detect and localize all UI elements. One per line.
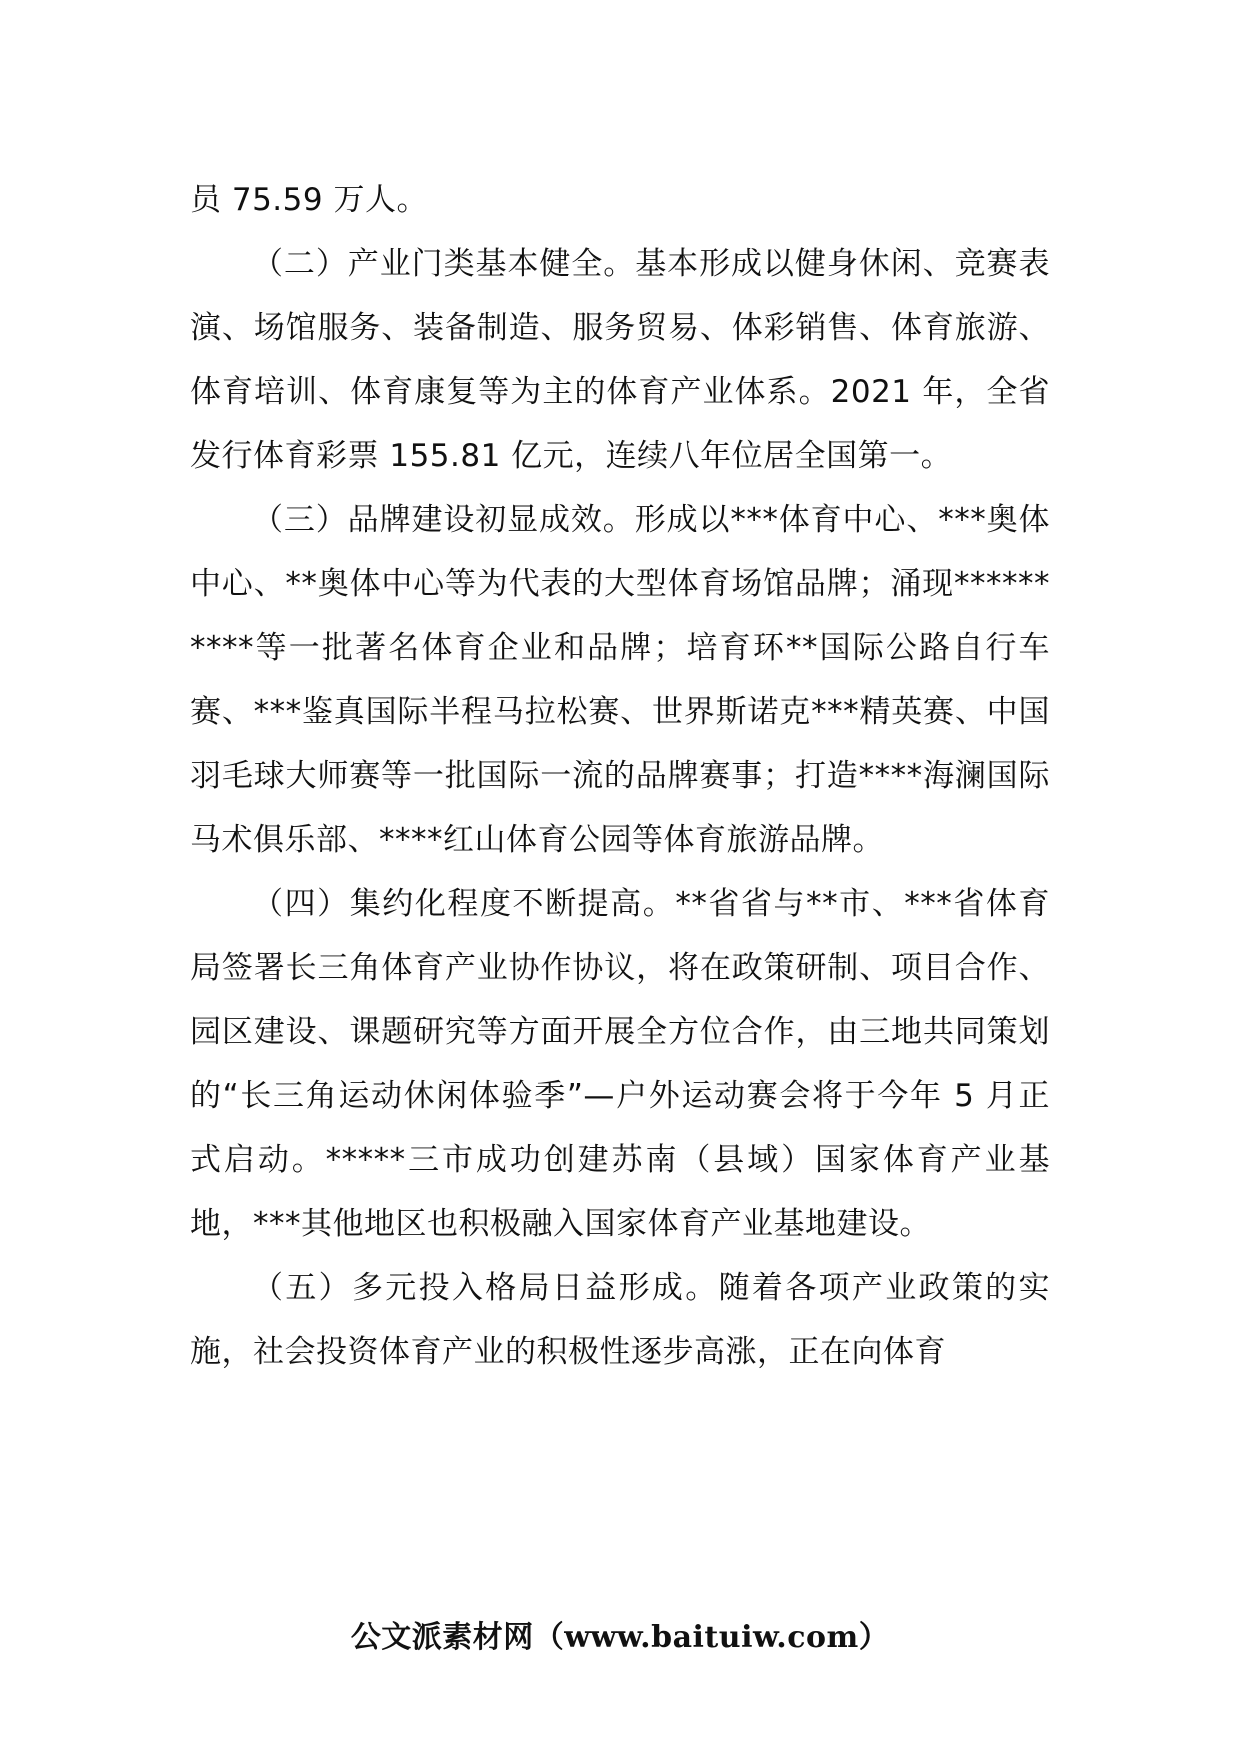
paragraph-continuation: 员 75.59 万人。 xyxy=(190,182,428,218)
paragraph-industry-categories: （二）产业门类基本健全。基本形成以健身休闲、竞赛表演、场馆服务、装备制造、服务贸易、体彩销售、体育旅游、体育培训、体育康复等为主的体育产业体系。2021 年，全省发行体育彩票 155.81 亿元，连续八年位居全国第一。 xyxy=(190,246,1050,474)
document-body xyxy=(190,168,1050,1384)
paragraph-brand-building: （三）品牌建设初显成效。形成以***体育中心、***奥体中心、**奥体中心等为代表的大型体育场馆品牌；涌现**********等一批著名体育企业和品牌；培育环**国际公路自行车赛、***鉴真国际半程马拉松赛、世界斯诺克***精英赛、中国羽毛球大师赛等一批国际一流的品牌赛事；打造****海澜国际马术俱乐部、****红山体育公园等体育旅游品牌。 xyxy=(190,502,1050,858)
paragraph-intensification: （四）集约化程度不断提高。**省省与**市、***省体育局签署长三角体育产业协作协议，将在政策研制、项目合作、园区建设、课题研究等方面开展全方位合作，由三地共同策划的“长三角运动休闲体验季”—户外运动赛会将于今年 5 月正式启动。*****三市成功创建苏南（县域）国家体育产业基地，***其他地区也积极融入国家体育产业基地建设。 xyxy=(190,886,1050,1242)
page-footer-watermark: 公文派素材网（www.baituiw.com） xyxy=(350,1620,890,1655)
paragraph-diversified-investment: （五）多元投入格局日益形成。随着各项产业政策的实施，社会投资体育产业的积极性逐步高涨，正在向体育 xyxy=(190,1270,1050,1370)
